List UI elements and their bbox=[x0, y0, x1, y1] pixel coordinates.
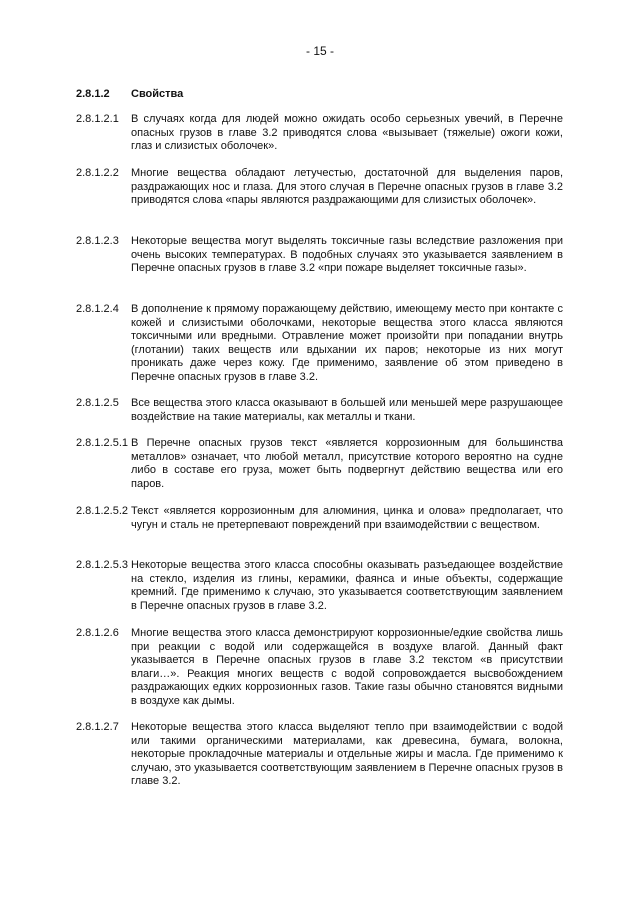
paragraph-2-8-1-2-3 bbox=[76, 235, 563, 276]
paragraph-text: Многие вещества обладают летучестью, достаточной для выделения паров, раздражающих нос и глаза. Для этого случая в Перечне опасных грузов в главе 3.2 приводятся слова «пары являются раздражающими для слизистых оболочек». bbox=[131, 167, 563, 207]
section-number: 2.8.1.2 bbox=[76, 88, 110, 100]
page-number: - 15 - bbox=[305, 44, 334, 58]
paragraph-text: Некоторые вещества этого класса выделяют тепло при взаимодействии с водой или такими органическими материалами, как древесина, бумага, волокна, некоторые прокладочные материалы и отдельные жиры и масла. Где применимо к случаю, это указывается соответствующим заявлением в Перечне опасных грузов в главе 3.2. bbox=[131, 721, 563, 788]
paragraph-text: Некоторые вещества этого класса способны оказывать разъедающее воздействие на стекло, изделия из глины, керамики, фаянса и иные объекты, содержащие кремний. Где применимо к случаю, это указывается соответствующим заявлением в Перечне опасных грузов в главе 3.2. bbox=[131, 559, 563, 612]
paragraph-2-8-1-2-5-2 bbox=[76, 505, 563, 532]
paragraph-number: 2.8.1.2.6 bbox=[76, 627, 119, 639]
paragraph-2-8-1-2-7 bbox=[76, 721, 563, 789]
paragraph-number: 2.8.1.2.5.1 bbox=[76, 437, 128, 449]
paragraph-text: Многие вещества этого класса демонстрируют коррозионные/едкие свойства лишь при реакции с водой или содержащейся в воздухе влагой. Данный факт указывается в Перечне опасных грузов в главе 3.2 текстом «в присутствии влаги…». Реакция многих веществ с водой сопровождается высвобождением раздражающих едких коррозионных газов. Такие газы обычно становятся видными в воздухе как дымы. bbox=[131, 627, 563, 707]
paragraph-text: Некоторые вещества могут выделять токсичные газы вследствие разложения при очень высоких температурах. В подобных случаях это указывается заявлением в Перечне опасных грузов в главе 3.2 «при пожаре выделяет токсичные газы». bbox=[131, 235, 563, 275]
paragraph-2-8-1-2-1 bbox=[76, 113, 563, 154]
paragraph-number: 2.8.1.2.5.3 bbox=[76, 559, 128, 571]
paragraph-text: В случаях когда для людей можно ожидать особо серьезных увечий, в Перечне опасных грузов в главе 3.2 приводятся слова «вызывает (тяжелые) ожоги кожи, глаз и слизистых оболочек». bbox=[131, 113, 563, 153]
section-heading bbox=[76, 88, 183, 101]
paragraph-number: 2.8.1.2.5 bbox=[76, 397, 119, 409]
paragraph-2-8-1-2-5-3 bbox=[76, 559, 563, 613]
paragraph-2-8-1-2-5-1 bbox=[76, 437, 563, 491]
paragraph-2-8-1-2-2 bbox=[76, 167, 563, 208]
paragraph-number: 2.8.1.2.7 bbox=[76, 721, 119, 733]
paragraph-2-8-1-2-4 bbox=[76, 303, 563, 385]
paragraph-number: 2.8.1.2.4 bbox=[76, 303, 119, 315]
paragraph-number: 2.8.1.2.5.2 bbox=[76, 505, 128, 517]
paragraph-text: В дополнение к прямому поражающему действию, имеющему место при контакте с кожей и слизистыми оболочками, некоторые вещества этого класса являются токсичными или вредными. Отравление может произойти при попадании внутрь (глотании) таких веществ или вдыхании их паров; некоторые из них могут проникать даже через кожу. Где применимо, заявление об этом приведено в Перечне опасных грузов в главе 3.2. bbox=[131, 303, 563, 383]
paragraph-text: Текст «является коррозионным для алюминия, цинка и олова» предполагает, что чугун и сталь не претерпевают повреждений при взаимодействии с веществом. bbox=[131, 505, 563, 531]
paragraph-number: 2.8.1.2.3 bbox=[76, 235, 119, 247]
section-title: Свойства bbox=[131, 88, 184, 100]
paragraph-number: 2.8.1.2.2 bbox=[76, 167, 119, 179]
paragraph-2-8-1-2-6 bbox=[76, 627, 563, 709]
paragraph-number: 2.8.1.2.1 bbox=[76, 113, 119, 125]
paragraph-2-8-1-2-5 bbox=[76, 397, 563, 424]
paragraph-text: В Перечне опасных грузов текст «является коррозионным для большинства металлов» означает, что любой металл, присутствие которого вероятно на судне либо в составе его груза, может быть подвергнут действию вещества или его паров. bbox=[131, 437, 563, 490]
paragraph-text: Все вещества этого класса оказывают в большей или меньшей мере разрушающее воздействие на такие материалы, как металлы и ткани. bbox=[131, 397, 563, 423]
